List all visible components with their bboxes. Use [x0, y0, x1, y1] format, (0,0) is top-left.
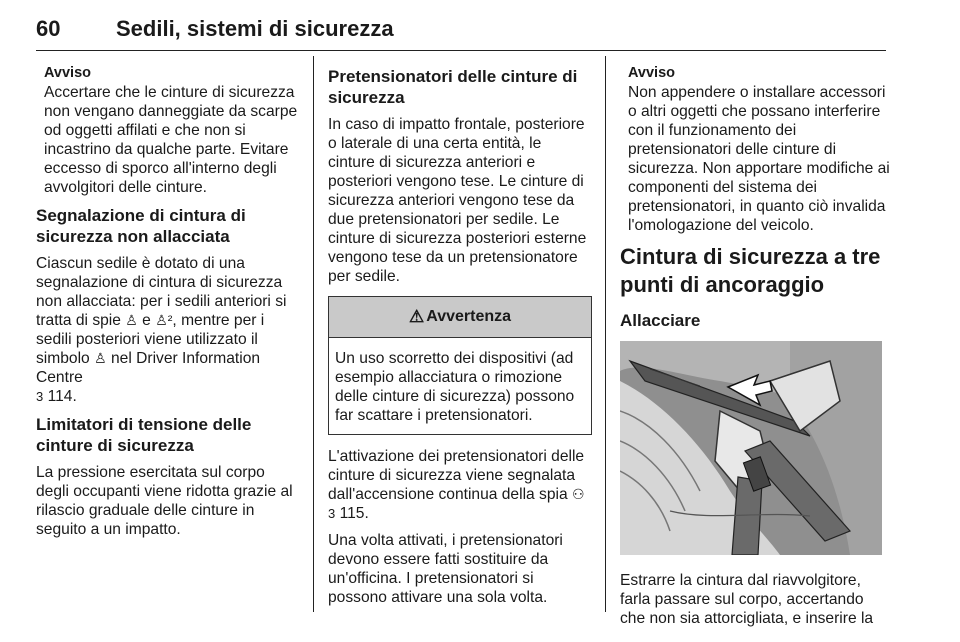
note-title: Avviso: [44, 65, 92, 81]
column-divider: [605, 56, 606, 612]
column-2: [328, 64, 592, 615]
seatbelt-rear-icon: ♙²: [155, 312, 173, 328]
heading-pretensioners: Pretensionatori delle cinture di sicurezza: [328, 67, 578, 107]
warning-text: Un uso scorretto dei dispositivi (ad esempio allacciatura o rimozione delle cinture di sicurezza) possono far scattare i pretensionatori.: [335, 350, 575, 424]
warning-body: [329, 338, 591, 434]
heading-three-point-belt: Cintura di sicurezza a tre punti di ancoraggio: [620, 244, 881, 297]
note-box: [620, 64, 890, 235]
page-ref-arrow-icon: 3: [328, 506, 336, 521]
pretensioners-paragraph: In caso di impatto frontale, posteriore o laterale di una certa entità, le cinture di sicurezza anteriori e posteriori vengono tese. Le cinture di sicurezza anteriori vengono tese da due pretensionatori per sedile. Le cinture di sicurezza posteriori esterne vengono tese da un pretensionatore per sedile.: [328, 116, 587, 285]
page-ref-link[interactable]: 114.: [47, 388, 77, 405]
heading-seatbelt-reminder: Segnalazione di cintura di sicurezza non allacciata: [36, 206, 246, 246]
column-divider: [313, 56, 314, 612]
note-title: Avviso: [628, 65, 676, 81]
note-box: [36, 64, 302, 197]
text-run: Ciascun sedile è dotato di una segnalazione di cintura di sicurezza non allacciata: per i sedili anteriori si tratta di spie: [36, 255, 287, 329]
header-rule: [36, 50, 886, 51]
page-header: [36, 8, 886, 50]
warning-triangle-icon: ⚠: [408, 307, 425, 326]
text-run: , mentre per i sedili posteriori viene utilizzato il simbolo: [36, 312, 265, 367]
note-text: Non appendere o installare accessori o altri oggetti che possano interferire con il funzionamento dei pretensionatori delle cinture di sicurezza. Non apportare modifiche ai componenti del sistema dei pretensionatori, in quanto ciò invalida l'omologazione del veicolo.: [628, 84, 890, 234]
page-ref-arrow-icon: 3: [36, 389, 44, 404]
section-title: Sedili, sistemi di sicurezza: [116, 16, 394, 41]
replacement-paragraph: Una volta attivati, i pretensionatori devono essere fatti sostituire da un'officina. I pretensionatori si possono attivare una sola volta.: [328, 532, 563, 606]
note-text: Accertare che le cinture di sicurezza non vengano danneggiate da scarpe od oggetti affilati e che non si incastrino da qualche parte. Evitare eccesso di sporco all'interno degli avvolgitori delle cinture.: [44, 84, 298, 196]
seatbelt-icon: ♙: [94, 350, 107, 366]
heading-belt-force-limiters: Limitatori di tensione delle cinture di sicurezza: [36, 415, 252, 455]
activation-paragraph: [328, 447, 592, 523]
warning-header: [329, 297, 591, 338]
warning-title: Avvertenza: [426, 308, 512, 325]
seatbelt-icon: ♙: [125, 312, 138, 328]
warning-box: [328, 296, 592, 435]
page-number: 60: [36, 16, 61, 41]
text-run: nel Driver Information Centre: [36, 350, 261, 386]
text-run: e: [137, 312, 156, 329]
column-3: [620, 64, 890, 628]
page-ref-link[interactable]: 115.: [339, 505, 369, 522]
reminder-paragraph: [36, 254, 302, 406]
airbag-warning-icon: ⚇: [571, 486, 585, 502]
fasten-paragraph: Estrarre la cintura dal riavvolgitore, farla passare sul corpo, accertando che non sia attorcigliata, e inserire la: [620, 572, 874, 627]
limiters-paragraph: La pressione esercitata sul corpo degli occupanti viene ridotta grazie al rilascio graduale delle cinture in seguito a un impatto.: [36, 464, 293, 538]
text-run: L'attivazione dei pretensionatori delle cinture di sicurezza viene segnalata dall'accensione continua della spia: [328, 448, 585, 503]
illustration-svg: [620, 341, 882, 555]
column-1: [36, 64, 302, 547]
fasten-belt-illustration: [620, 341, 882, 555]
heading-fasten: Allacciare: [620, 311, 701, 330]
